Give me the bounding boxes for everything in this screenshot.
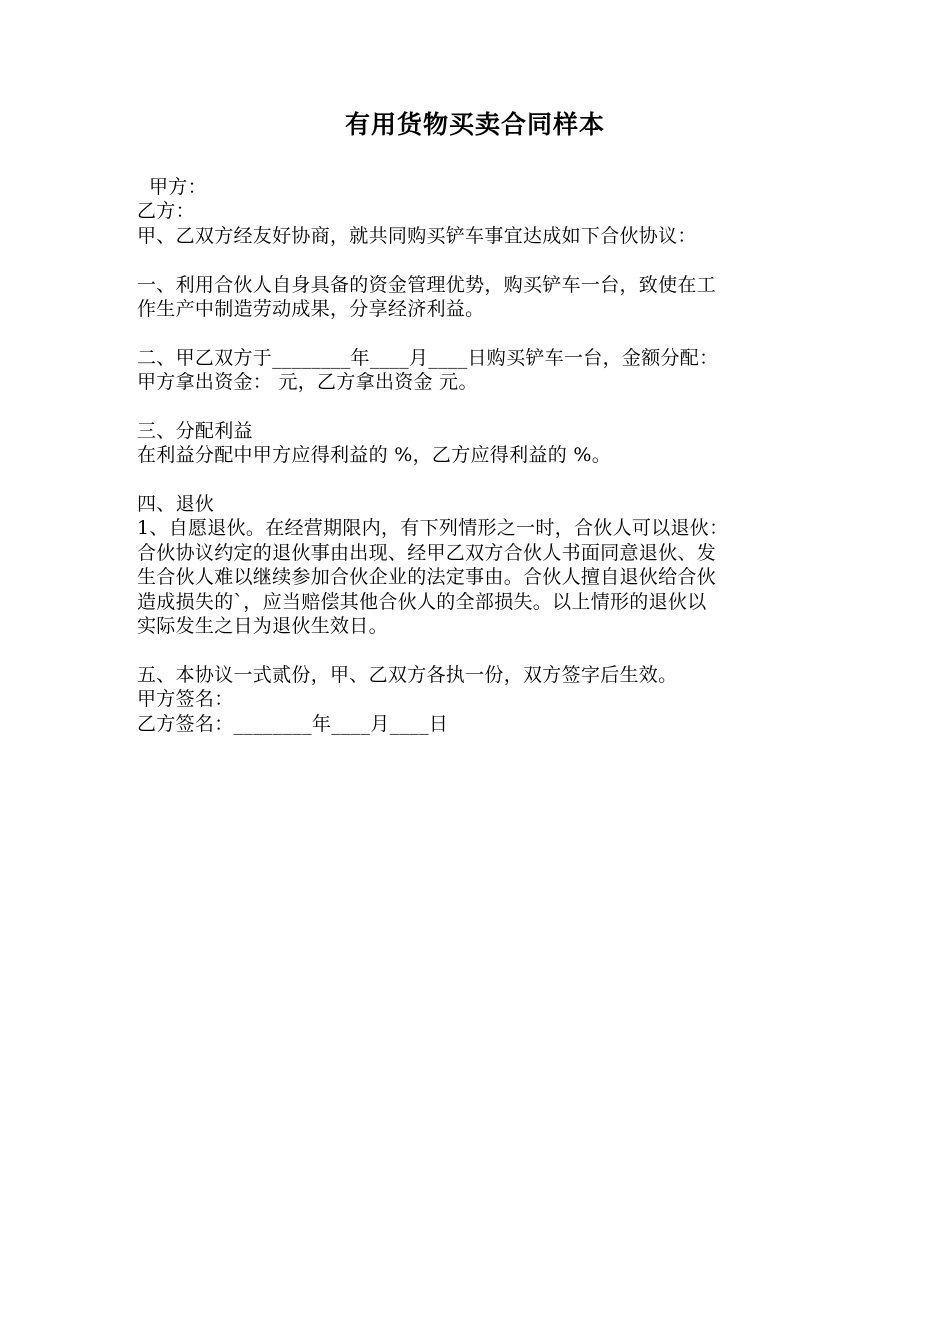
intro-line: 甲、乙双方经友好协商，就共同购买铲车事宜达成如下合伙协议：	[137, 224, 697, 247]
document-title: 有用货物买卖合同样本	[344, 110, 605, 139]
party-b-signature-line: 乙方签名：________年____月____日	[137, 712, 449, 735]
clause-2-line-1: 二、甲乙双方于________年____月____日购买铲车一台，金额分配：	[137, 346, 719, 369]
spacer	[137, 638, 827, 662]
clause-5-line-1: 五、本协议一式贰份，甲、乙双方各执一份，双方签字后生效。	[137, 663, 678, 686]
clause-4-line-4: 造成损失的`，应当赔偿其他合伙人的全部损失。以上情形的退伙以	[137, 590, 707, 613]
spacer	[137, 468, 827, 492]
spacer	[137, 248, 827, 272]
party-a-line: 甲方：	[149, 176, 207, 198]
clause-1-line-2: 作生产中制造劳动成果，分享经济利益。	[137, 297, 485, 320]
spacer	[137, 395, 827, 419]
clause-3-line-1: 在利益分配中甲方应得利益的 %，乙方应得利益的 %。	[137, 444, 611, 467]
clause-4-line-1: 1、自愿退伙。在经营期限内，有下列情形之一时，合伙人可以退伙：	[137, 517, 729, 540]
clause-3-heading: 三、分配利益	[137, 419, 253, 442]
clause-2-line-2: 甲方拿出资金： 元，乙方拿出资金 元。	[137, 371, 478, 394]
document-body	[137, 175, 827, 736]
clause-4-heading: 四、退伙	[137, 493, 215, 516]
party-b-line: 乙方：	[137, 200, 195, 223]
clause-4-line-5: 实际发生之日为退伙生效日。	[137, 615, 388, 638]
clause-4-line-3: 生合伙人难以继续参加合伙企业的法定事由。合伙人擅自退伙给合伙	[137, 566, 717, 589]
party-a-signature-line: 甲方签名：	[137, 688, 234, 711]
clause-4-line-2: 合伙协议约定的退伙事由出现、经甲乙双方合伙人书面同意退伙、发	[137, 541, 717, 564]
clause-1-line-1: 一、利用合伙人自身具备的资金管理优势，购买铲车一台，致使在工	[137, 273, 717, 296]
spacer	[137, 321, 827, 345]
